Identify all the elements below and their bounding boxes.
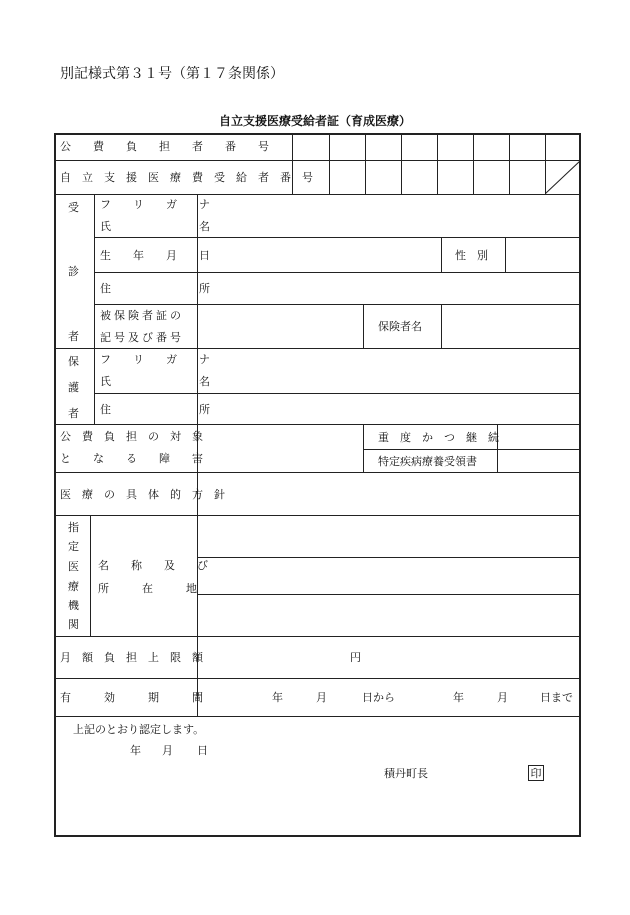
digit-cell-divider bbox=[509, 133, 510, 194]
row-divider bbox=[197, 557, 581, 558]
institution-group-label: 定 bbox=[68, 540, 79, 553]
patient-group-label: 者 bbox=[68, 330, 79, 343]
institution-group-label: 関 bbox=[68, 618, 79, 631]
row-divider bbox=[94, 393, 581, 394]
approval-text: 上記のとおり認定します。 bbox=[73, 723, 205, 736]
row-divider bbox=[94, 237, 581, 238]
row-divider bbox=[94, 272, 581, 273]
sex-label-divider bbox=[441, 237, 442, 272]
special-disease-label: 特定疾病療養受領書 bbox=[378, 455, 477, 468]
institution-name-label: 名 称 及 び bbox=[98, 559, 208, 572]
address-label: 住 所 bbox=[100, 282, 210, 295]
guardian-group-label: 護 bbox=[68, 381, 79, 394]
row-divider bbox=[54, 636, 581, 637]
monthly-limit-label: 月 額 負 担 上 限 額 bbox=[60, 651, 203, 664]
guardian-group-label: 者 bbox=[68, 407, 79, 420]
institution-group-label: 療 bbox=[68, 580, 79, 593]
insurer-name-label: 保険者名 bbox=[378, 320, 422, 333]
validity-part: 日まで bbox=[540, 691, 573, 704]
official-seal-box: 印 bbox=[528, 765, 544, 781]
sex-label: 性 別 bbox=[455, 249, 488, 262]
name-label: 氏 名 bbox=[100, 220, 210, 233]
guardian-name-label: 氏 名 bbox=[100, 375, 210, 388]
approval-date-part: 日 bbox=[197, 744, 208, 757]
validity-part: 日から bbox=[362, 691, 395, 704]
row-divider bbox=[197, 594, 581, 595]
validity-part: 月 bbox=[316, 691, 327, 704]
birthdate-label: 生 年 月 日 bbox=[100, 249, 210, 262]
institution-group-label: 機 bbox=[68, 599, 79, 612]
digit-cell-divider bbox=[365, 133, 366, 194]
institution-group-divider bbox=[90, 515, 91, 636]
recipient-number-label: 自 立 支 援 医 療 費 受 給 者 番 号 bbox=[60, 171, 313, 184]
approval-date-part: 年 bbox=[130, 744, 141, 757]
yen-unit: 円 bbox=[350, 651, 361, 664]
public-payer-number-label: 公 費 負 担 者 番 号 bbox=[60, 140, 269, 153]
validity-period-label: 有 効 期 間 bbox=[60, 691, 203, 704]
validity-part: 年 bbox=[453, 691, 464, 704]
form-title: 自立支援医療受給者証（育成医療） bbox=[218, 114, 411, 128]
row-divider bbox=[94, 304, 581, 305]
row-divider bbox=[54, 716, 581, 717]
insured-card-label: 被保険者証の bbox=[100, 309, 184, 322]
target-disability-label: と な る 障 害 bbox=[60, 452, 203, 465]
digit-cell-divider bbox=[401, 133, 402, 194]
severe-continuous-label: 重 度 か つ 継 続 bbox=[378, 431, 499, 444]
insured-card-label: 記号及び番号 bbox=[100, 331, 184, 344]
approval-date-part: 月 bbox=[162, 744, 173, 757]
mayor-title: 積丹町長 bbox=[384, 767, 428, 780]
institution-group-label: 医 bbox=[68, 560, 79, 573]
validity-part: 月 bbox=[497, 691, 508, 704]
patient-group-label: 診 bbox=[68, 265, 79, 278]
sex-value-divider bbox=[505, 237, 506, 272]
void-cell-diagonal bbox=[545, 160, 581, 194]
guardian-address-label: 住 所 bbox=[100, 403, 210, 416]
row-divider bbox=[54, 678, 581, 679]
row-divider bbox=[54, 160, 581, 161]
patient-group-label: 受 bbox=[68, 201, 79, 214]
guardian-furigana-label: フ リ ガ ナ bbox=[100, 353, 210, 366]
row-divider bbox=[54, 348, 581, 349]
validity-part: 年 bbox=[272, 691, 283, 704]
insurer-label-divider bbox=[363, 304, 364, 348]
target-disability-label: 公 費 負 担 の 対 象 bbox=[60, 430, 203, 443]
digit-cell-divider bbox=[437, 133, 438, 194]
row-divider bbox=[54, 194, 581, 195]
digit-cell-divider bbox=[292, 133, 293, 194]
medical-policy-label: 医 療 の 具 体 的 方 針 bbox=[60, 488, 225, 501]
insurer-value-divider bbox=[441, 304, 442, 348]
row-divider bbox=[363, 449, 581, 450]
furigana-label: フ リ ガ ナ bbox=[100, 198, 210, 211]
group-label-divider bbox=[94, 194, 95, 424]
digit-cell-divider bbox=[329, 133, 330, 194]
guardian-group-label: 保 bbox=[68, 355, 79, 368]
row-divider bbox=[54, 424, 581, 425]
digit-cell-divider bbox=[473, 133, 474, 194]
severe-label-divider bbox=[363, 424, 364, 472]
institution-group-label: 指 bbox=[68, 521, 79, 534]
form-number-header: 別記様式第３１号（第１７条関係） bbox=[60, 66, 284, 82]
institution-address-label: 所 在 地 bbox=[98, 582, 197, 595]
row-divider bbox=[54, 472, 581, 473]
row-divider bbox=[54, 515, 581, 516]
